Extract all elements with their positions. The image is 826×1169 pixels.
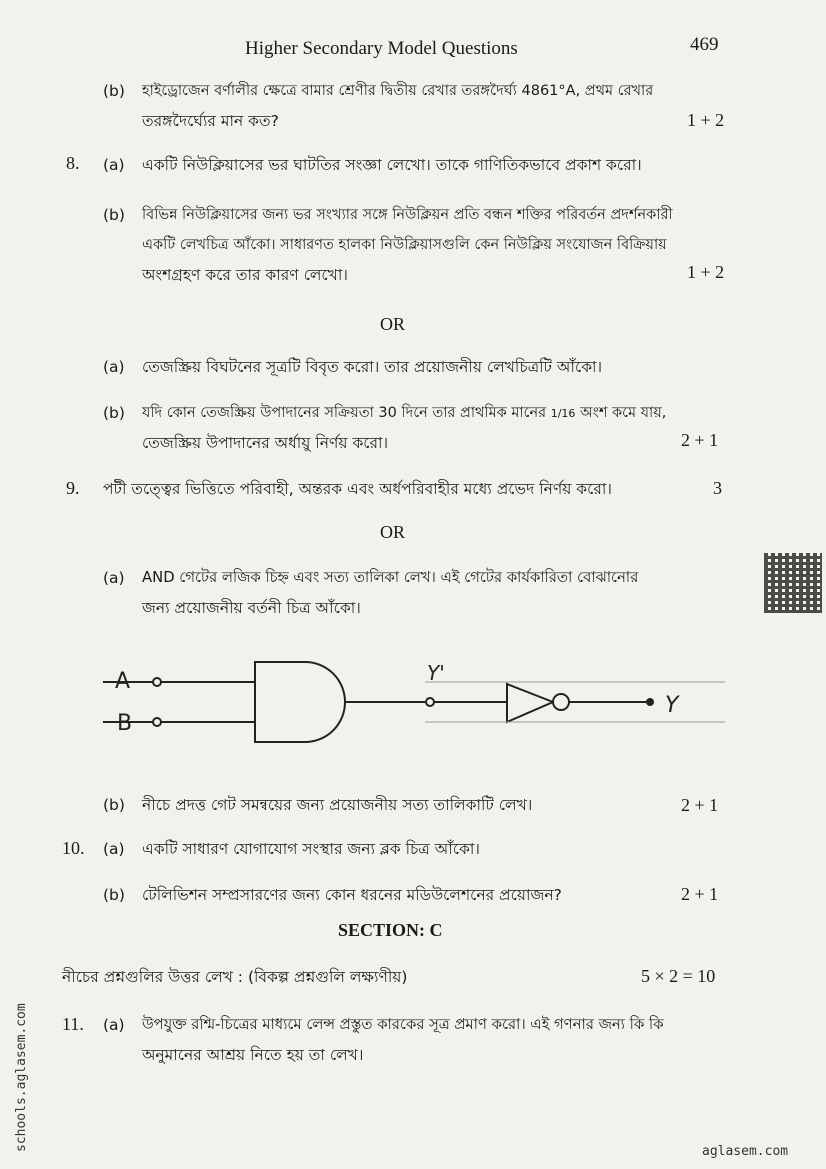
q11a-line1: উপযুক্ত রশ্মি-চিত্রের মাধ্যমে লেন্স প্রস্তুত কারকের সূত্র প্রমাণ করো। এই গণনার জন্য কি কি xyxy=(142,1016,664,1033)
q11a-line2: অনুমানের আশ্রয় নিতে হয় তা লেখ। xyxy=(142,1046,364,1064)
logic-circuit-diagram xyxy=(95,640,725,760)
q9-marks: 3 xyxy=(713,478,722,498)
q9-alt-a-line1: AND গেটের লজিক চিহ্ন এবং সত্য তালিকা লেখ। এই গেটের কার্যকারিতা বোঝানোর xyxy=(142,569,639,586)
q8a-label: (a) xyxy=(103,156,125,174)
q9-text: পটী তত্ত্বের ভিত্তিতে পরিবাহী, অন্তরক এবং অর্ধপরিবাহীর মধ্যে প্রভেদ নির্ণয় করো। xyxy=(103,480,612,498)
q8-alt-b-line1 xyxy=(142,398,666,429)
section-c-title: SECTION: C xyxy=(338,920,443,940)
q9-number: 9. xyxy=(66,478,80,498)
q7b-line2: তরঙ্গদৈর্ঘ্যের মান কত? xyxy=(142,112,279,130)
and-gate xyxy=(255,662,345,742)
q8-alt-a-label: (a) xyxy=(103,358,125,376)
q10a-text: একটি সাধারণ যোগাযোগ সংস্থার জন্য ব্লক চিত্র আঁকো। xyxy=(142,840,480,858)
footer-watermark: aglasem.com xyxy=(702,1144,789,1159)
q8b-marks: 1 + 2 xyxy=(687,262,725,282)
q8-alt-b-line1-pre: যদি কোন তেজস্ক্রিয় উপাদানের সক্রিয়তা 30 দিনে তার প্রাথমিক মানের xyxy=(142,405,551,421)
qr-code xyxy=(764,553,822,613)
page-header-title: Higher Secondary Model Questions xyxy=(245,38,518,59)
q8-number: 8. xyxy=(66,153,80,173)
q8b-line2: একটি লেখচিত্র আঁকো। সাধারণত হালকা নিউক্লিয়াসগুলি কেন নিউক্লিয় সংযোজন বিক্রিয়ায় xyxy=(142,237,667,253)
circuit-label-a: A xyxy=(115,669,131,694)
q8b-line3: অংশগ্রহণ করে তার কারণ লেখো। xyxy=(142,266,348,284)
q7b-label: (b) xyxy=(103,82,125,100)
q9-alt-b-text: নীচে প্রদত্ত গেট সমন্বয়ের জন্য প্রয়োজনীয় সত্য তালিকাটি লেখ। xyxy=(142,796,533,814)
not-bubble xyxy=(553,694,569,710)
circuit-label-b: B xyxy=(117,711,133,736)
q9-or: OR xyxy=(380,522,406,542)
q8b-line1: বিভিন্ন নিউক্লিয়াসের জন্য ভর সংখ্যার সঙ্গে নিউক্লিয়ন প্রতি বন্ধন শক্তির পরিবর্তন প্রদর্শনকারী xyxy=(142,207,673,223)
q8-alt-b-fraction: 1/16 xyxy=(550,407,576,420)
not-gate xyxy=(507,684,553,722)
q10b-label: (b) xyxy=(103,886,125,904)
output-node xyxy=(647,699,653,705)
section-c-marks: 5 × 2 = 10 xyxy=(641,966,716,986)
q8b-label: (b) xyxy=(103,206,125,224)
q9-alt-b-marks: 2 + 1 xyxy=(681,795,719,815)
q8-or: OR xyxy=(380,314,406,334)
q11a-label: (a) xyxy=(103,1016,125,1034)
input-b-node xyxy=(153,718,161,726)
q10b-text: টেলিভিশন সম্প্রসারণের জন্য কোন ধরনের মডিউলেশনের প্রয়োজন? xyxy=(142,886,562,904)
q10-number: 10. xyxy=(62,838,85,858)
q8-alt-b-marks: 2 + 1 xyxy=(681,430,719,450)
circuit-label-output: Y xyxy=(665,693,679,718)
q7b-line1: হাইড্রোজেন বর্ণালীর ক্ষেত্রে বামার শ্রেণীর দ্বিতীয় রেখার তরঙ্গদৈর্ঘ্য 4861°A, প্রথম রেখার xyxy=(142,83,654,99)
input-a-node xyxy=(153,678,161,686)
q8a-text: একটি নিউক্লিয়াসের ভর ঘাটতির সংজ্ঞা লেখো। তাকে গাণিতিকভাবে প্রকাশ করো। xyxy=(142,156,642,174)
page-number: 469 xyxy=(690,34,719,55)
q8-alt-a-text: তেজস্ক্রিয় বিঘটনের সূত্রটি বিবৃত করো। তার প্রয়োজনীয় লেখচিত্রটি আঁকো। xyxy=(142,358,603,376)
q10b-marks: 2 + 1 xyxy=(681,884,719,904)
q8-alt-b-line1-post: অংশ কমে যায়, xyxy=(575,405,667,421)
q8-alt-b-label: (b) xyxy=(103,404,125,422)
q10a-label: (a) xyxy=(103,840,125,858)
circuit-label-mid-output: Y' xyxy=(427,661,445,685)
q9-alt-a-line2: জন্য প্রয়োজনীয় বর্তনী চিত্র আঁকো। xyxy=(142,599,361,617)
q11-number: 11. xyxy=(62,1014,84,1034)
q9-alt-b-label: (b) xyxy=(103,796,125,814)
q9-alt-a-label: (a) xyxy=(103,569,125,587)
section-c-instruction: নীচের প্রশ্নগুলির উত্তর লেখ : (বিকল্প প্রশ্নগুলি লক্ষ্যণীয়) xyxy=(62,968,408,986)
mid-output-node xyxy=(426,698,434,706)
side-watermark: schools.aglasem.com xyxy=(14,1003,29,1152)
q7b-marks: 1 + 2 xyxy=(687,110,725,130)
q8-alt-b-line2: তেজস্ক্রিয় উপাদানের অর্ধায়ু নির্ণয় করো। xyxy=(142,434,389,452)
